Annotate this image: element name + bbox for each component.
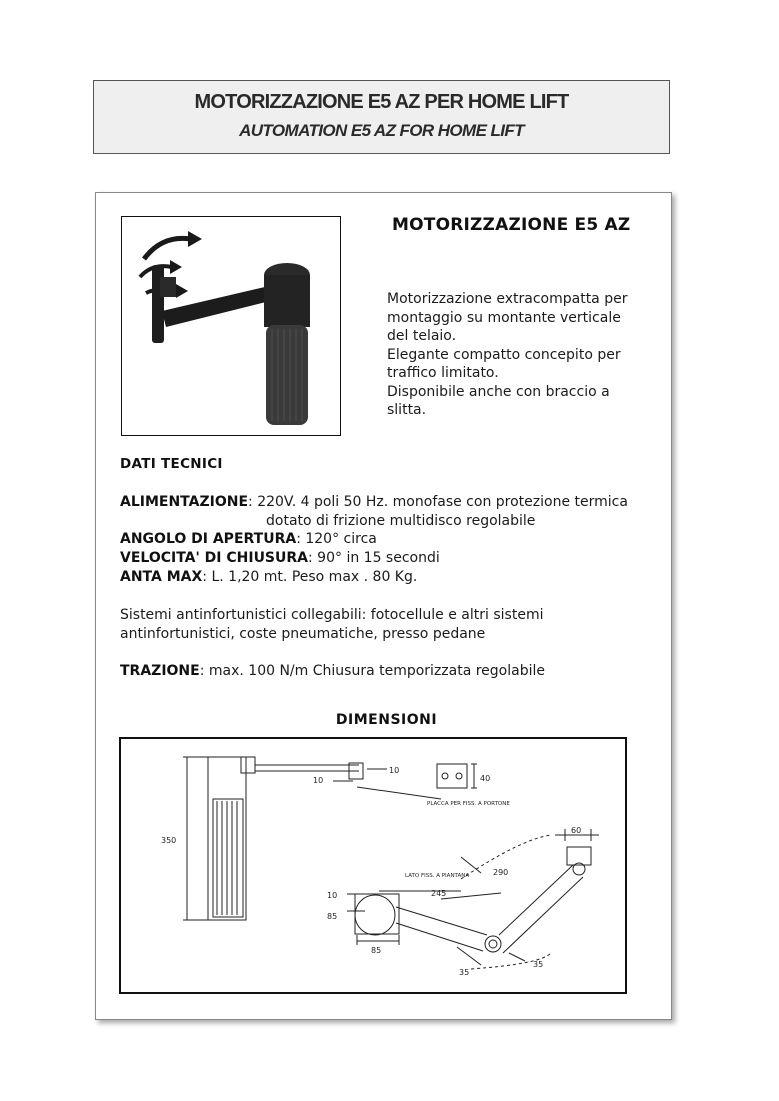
product-description-line: Motorizzazione extracompatta per bbox=[387, 291, 628, 307]
dim-40: 40 bbox=[480, 774, 491, 783]
spec-alimentazione-cont: dotato di frizione multidisco regolabile bbox=[266, 513, 536, 529]
dim-60: 60 bbox=[571, 826, 582, 835]
dim-10-right: 10 bbox=[389, 766, 400, 775]
header-box bbox=[93, 80, 670, 154]
product-photo bbox=[121, 216, 341, 436]
spec-trazione bbox=[120, 663, 545, 679]
product-title: MOTORIZZAZIONE E5 AZ bbox=[392, 215, 631, 235]
datasheet bbox=[95, 192, 672, 1020]
spec-value: : 90° in 15 secondi bbox=[308, 550, 440, 566]
product-description-line: traffico limitato. bbox=[387, 365, 499, 381]
dim-10-left: 10 bbox=[313, 776, 324, 785]
spec-label: TRAZIONE bbox=[120, 663, 200, 679]
spec-value: : 120° circa bbox=[296, 531, 377, 547]
header-title: MOTORIZZAZIONE E5 AZ PER HOME LIFT bbox=[194, 91, 569, 113]
dim-85-horizontal: 85 bbox=[371, 946, 382, 955]
spec-label: ANGOLO DI APERTURA bbox=[120, 531, 297, 547]
spec-alimentazione bbox=[120, 494, 628, 510]
spec-anta bbox=[120, 569, 417, 585]
safety-text-line: antinfortunistici, coste pneumatiche, presso pedane bbox=[120, 626, 486, 642]
spec-label: VELOCITA' DI CHIUSURA bbox=[120, 550, 309, 566]
dim-10-lower: 10 bbox=[327, 891, 338, 900]
dim-245: 245 bbox=[431, 889, 447, 898]
product-description-line: slitta. bbox=[387, 402, 427, 418]
product-description-line: Disponibile anche con braccio a bbox=[387, 384, 610, 400]
dimensions-heading: DIMENSIONI bbox=[335, 712, 438, 728]
dim-35-left: 35 bbox=[459, 968, 470, 977]
dim-plate-label: PLACCA PER FISS. A PORTONE bbox=[427, 801, 510, 807]
dim-85-vertical: 85 bbox=[327, 912, 338, 921]
product-illustration bbox=[122, 217, 342, 437]
spec-angolo bbox=[120, 531, 377, 547]
dimensions-drawing bbox=[119, 737, 627, 994]
header-subtitle: AUTOMATION E5 AZ FOR HOME LIFT bbox=[239, 121, 524, 140]
dim-lato-label: LATO FISS. A PIANTANA bbox=[405, 873, 470, 879]
product-description-line: del telaio. bbox=[387, 328, 457, 344]
dim-350: 350 bbox=[161, 836, 177, 845]
product-description-line: montaggio su montante verticale bbox=[387, 310, 621, 326]
spec-label: ANTA MAX bbox=[120, 569, 203, 585]
spec-label: ALIMENTAZIONE bbox=[120, 494, 249, 510]
spec-value: : 220V. 4 poli 50 Hz. monofase con protezione termica bbox=[248, 494, 628, 510]
spec-value: : L. 1,20 mt. Peso max . 80 Kg. bbox=[202, 569, 418, 585]
tech-data-heading: DATI TECNICI bbox=[120, 456, 223, 472]
dim-35-right: 35 bbox=[533, 960, 544, 969]
spec-value: : max. 100 N/m Chiusura temporizzata regolabile bbox=[199, 663, 545, 679]
safety-text-line: Sistemi antinfortunistici collegabili: fotocellule e altri sistemi bbox=[120, 607, 544, 623]
spec-velocita bbox=[120, 550, 440, 566]
dimension-diagram bbox=[121, 739, 625, 992]
product-description-line: Elegante compatto concepito per bbox=[387, 347, 621, 363]
dim-290: 290 bbox=[493, 868, 509, 877]
